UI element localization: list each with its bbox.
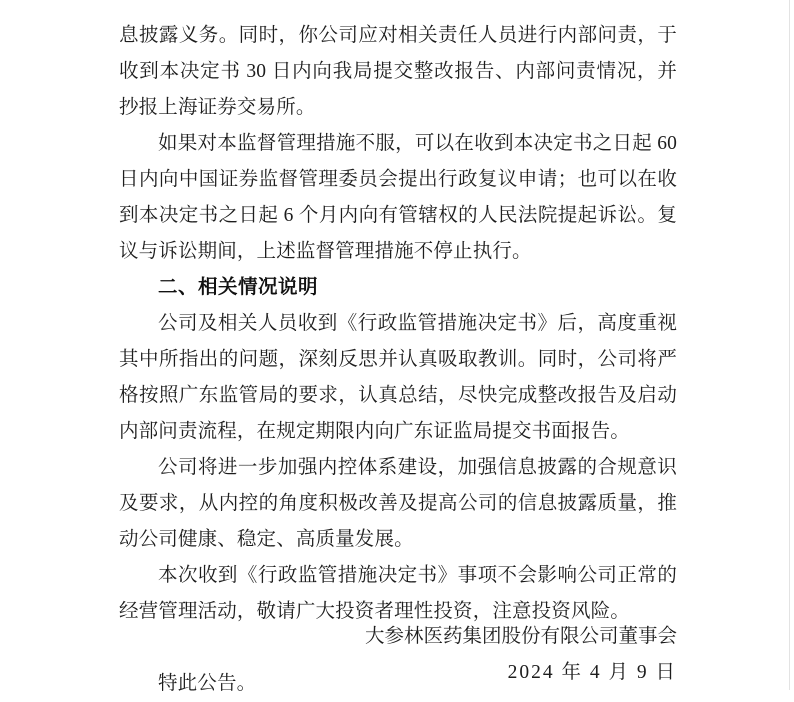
- section-heading-related-situation: 二、相关情况说明: [158, 277, 319, 298]
- paragraph-no-impact-on-operations: 本次收到《行政监管措施决定书》事项不会影响公司正常的经营管理活动，敬请广大投资者理性投资，注意投资风险。: [119, 565, 677, 622]
- paragraph-appeal-rights: 如果对本监督管理措施不服，可以在收到本决定书之日起 60 日内向中国证券监督管理委员会提出行政复议申请；也可以在收到本决定书之日起 6 个月内向有管辖权的人民法院提起诉讼。复议与诉讼期间，上述监督管理措施不停止执行。: [119, 133, 677, 262]
- signature-date: 2024 年 4 月 9 日: [507, 662, 677, 683]
- document-body: [119, 18, 677, 702]
- paragraph-company-response: 公司及相关人员收到《行政监管措施决定书》后，高度重视其中所指出的问题，深刻反思并认真吸取教训。同时，公司将严格按照广东监管局的要求，认真总结，尽快完成整改报告及启动内部问责流程，在规定期限内向广东证监局提交书面报告。: [119, 313, 677, 442]
- paragraph-internal-control-improvement: 公司将进一步加强内控体系建设，加强信息披露的合规意识及要求，从内控的角度积极改善及提高公司的信息披露质量，推动公司健康、稳定、高质量发展。: [119, 457, 677, 550]
- closing-statement: 特此公告。: [158, 673, 257, 694]
- page-right-border: [789, 0, 790, 690]
- signatory-company-name: 大参林医药集团股份有限公司董事会: [364, 626, 677, 647]
- paragraph-continuation-disclosure-duty: 息披露义务。同时，你公司应对相关责任人员进行内部问责，于收到本决定书 30 日内向我局提交整改报告、内部问责情况，并抄报上海证券交易所。: [119, 25, 677, 118]
- signature-block: [119, 619, 677, 691]
